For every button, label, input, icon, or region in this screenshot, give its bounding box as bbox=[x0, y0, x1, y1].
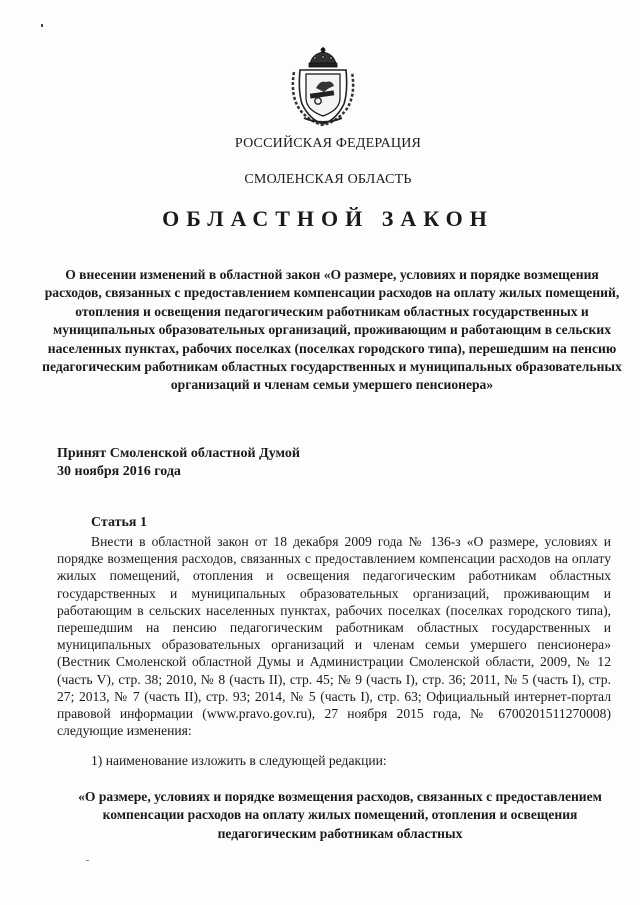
law-title: ОБЛАСТНОЙ ЗАКОН bbox=[162, 206, 494, 231]
adoption-info bbox=[57, 445, 300, 481]
article-item-1: 1) наименование изложить в следующей редакции: bbox=[91, 753, 387, 768]
article-body: Внести в областной закон от 18 декабря 2009 года № 136-з «О размере, условиях и порядке возмещения расходов, связанных с предоставлением компенсации расходов на оплату жилых помещений, отопления и освещения педагогическим работникам областных государственных и муниципальных образовательных организаций, проживающим и работающим в сельских населенных пунктах, рабочих поселках (поселках городского типа), перешедшим на пенсию педагогическим работникам областных государственных и муниципальных образовательных организаций и членам семьи умершего пенсионера» (Вестник Смоленской областной Думы и Администрации Смоленской области, 2009, № 12 (часть V), стр. 38; 2010, № 8 (часть II), стр. 45; № 9 (часть I), стр. 36; 2011, № 5 (часть I), стр. 27; 2013, № 7 (часть II), стр. 93; 2014, № 5 (часть I), стр. 63; Официальный интернет-портал правовой информации (www.pravo.gov.ru), 27 ноября 2015 года, № 6700201511270008) следующие изменения: bbox=[57, 534, 611, 739]
federation-heading: РОССИЙСКАЯ ФЕДЕРАЦИЯ bbox=[234, 136, 422, 151]
adopted-by: Принят Смоленской областной Думой bbox=[57, 446, 300, 461]
new-name-quote: «О размере, условиях и порядке возмещения расходов, связанных с предоставлением компенсации расходов на оплату жилых помещений, отопления и освещения педагогическим работникам областных bbox=[78, 789, 602, 841]
adoption-date: 30 ноября 2016 года bbox=[57, 464, 181, 479]
law-name: О внесении изменений в областной закон «О размере, условиях и порядке возмещения расходов, связанных с предоставлением компенсации расходов на оплату жилых помещений, отопления и освещения педагогическим работникам областных государственных и муниципальных образовательных организаций, проживающим и работающим в сельских населенных пунктах, рабочих поселках (поселках городского типа), перешедшим на пенсию педагогическим работникам областных государственных и муниципальных образовательных организаций и членам семьи умершего пенсионера» bbox=[42, 267, 622, 393]
scan-artifact bbox=[41, 24, 43, 27]
article-heading: Статья 1 bbox=[91, 515, 147, 530]
region-heading: СМОЛЕНСКАЯ ОБЛАСТЬ bbox=[244, 172, 412, 187]
scan-artifact bbox=[86, 860, 89, 861]
smolensk-coat-of-arms-icon bbox=[288, 46, 358, 126]
